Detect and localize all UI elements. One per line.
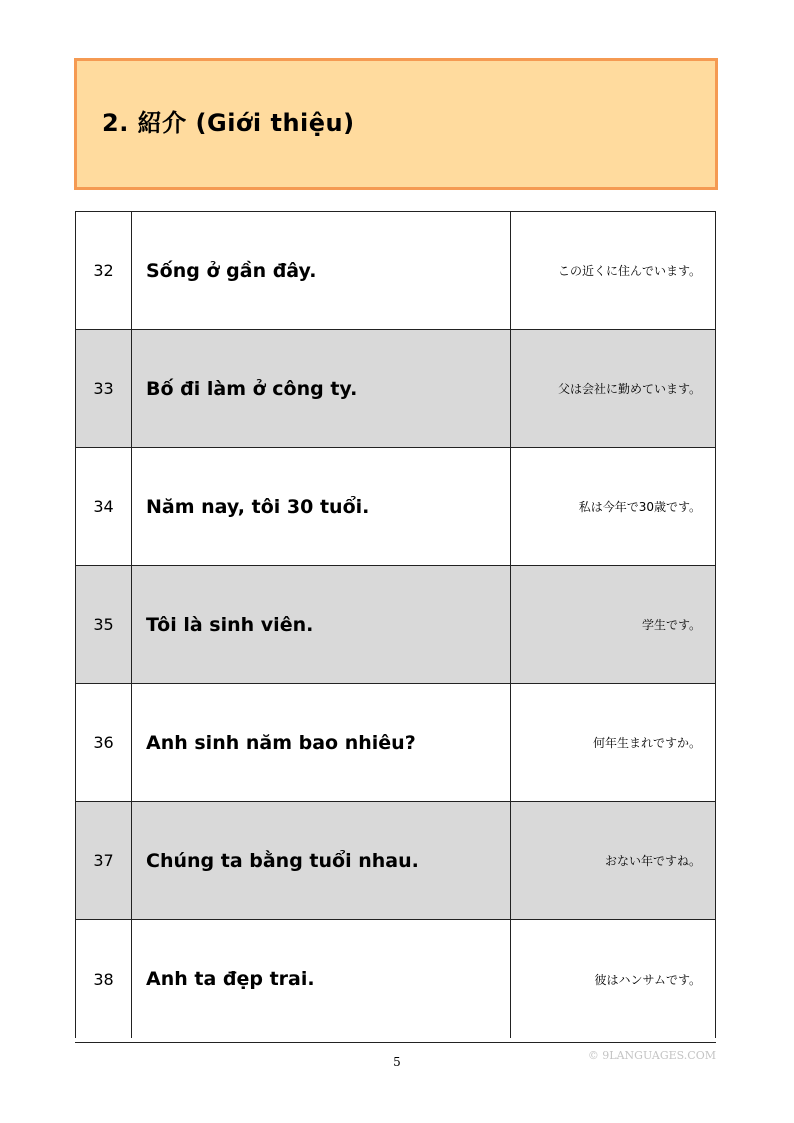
- japanese-phrase: 学生です。: [510, 566, 716, 683]
- row-number: 33: [75, 330, 131, 447]
- japanese-phrase: この近くに住んでいます。: [510, 212, 716, 329]
- vietnamese-phrase: Anh sinh năm bao nhiêu?: [131, 684, 510, 801]
- table-row: [75, 566, 716, 684]
- table-row: [75, 920, 716, 1038]
- table-row: [75, 330, 716, 448]
- japanese-phrase: 父は会社に勤めています。: [510, 330, 716, 447]
- watermark: © 9LANGUAGES.COM: [587, 1049, 716, 1062]
- japanese-phrase: 彼はハンサムです。: [510, 920, 716, 1038]
- japanese-phrase: 何年生まれですか。: [510, 684, 716, 801]
- row-number: 35: [75, 566, 131, 683]
- page-number: 5: [393, 1055, 401, 1069]
- japanese-phrase: おない年ですね。: [510, 802, 716, 919]
- row-number: 34: [75, 448, 131, 565]
- section-header: [74, 58, 718, 190]
- vietnamese-phrase: Tôi là sinh viên.: [131, 566, 510, 683]
- table-row: [75, 802, 716, 920]
- section-title: 2. 紹介 (Giới thiệu): [102, 109, 355, 137]
- table-row: [75, 212, 716, 330]
- vietnamese-phrase: Anh ta đẹp trai.: [131, 920, 510, 1038]
- japanese-phrase: 私は今年で30歳です。: [510, 448, 716, 565]
- row-number: 37: [75, 802, 131, 919]
- row-number: 38: [75, 920, 131, 1038]
- phrase-table: [75, 211, 716, 1038]
- row-number: 36: [75, 684, 131, 801]
- row-number: 32: [75, 212, 131, 329]
- vietnamese-phrase: Năm nay, tôi 30 tuổi.: [131, 448, 510, 565]
- vietnamese-phrase: Chúng ta bằng tuổi nhau.: [131, 802, 510, 919]
- vietnamese-phrase: Sống ở gần đây.: [131, 212, 510, 329]
- table-bottom-border: [75, 1042, 716, 1043]
- vietnamese-phrase: Bố đi làm ở công ty.: [131, 330, 510, 447]
- table-row: [75, 684, 716, 802]
- table-row: [75, 448, 716, 566]
